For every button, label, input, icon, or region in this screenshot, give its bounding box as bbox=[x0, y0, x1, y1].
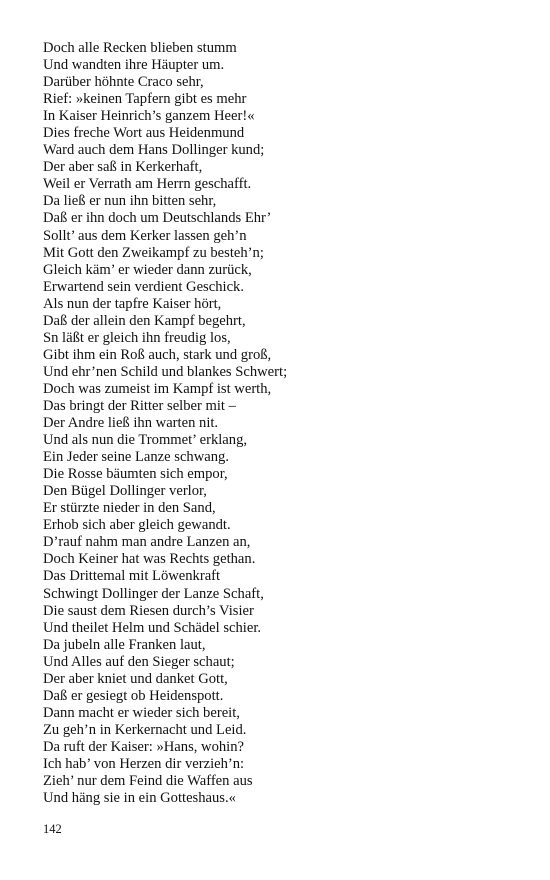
poem-line: Ward auch dem Hans Dollinger kund; bbox=[43, 142, 265, 159]
poem-line: Ich hab’ von Herzen dir verzieh’n: bbox=[43, 755, 245, 772]
poem-line: Da ruft der Kaiser: »Hans, wohin? bbox=[43, 738, 245, 755]
poem-line: Den Bügel Dollinger verlor, bbox=[43, 483, 207, 500]
poem-line: Daß er gesiegt ob Heidenspott. bbox=[43, 687, 224, 704]
poem-line: Das Drittemal mit Löwenkraft bbox=[43, 568, 221, 585]
poem-line: Weil er Verrath am Herrn geschafft. bbox=[43, 176, 252, 193]
poem-line: Die saust dem Riesen durch’s Visier bbox=[43, 602, 254, 619]
poem-line: Doch was zumeist im Kampf ist werth, bbox=[43, 380, 272, 397]
poem-line: Dies freche Wort aus Heidenmund bbox=[43, 125, 245, 142]
page-number: 142 bbox=[43, 822, 62, 836]
poem-line: Und wandten ihre Häupter um. bbox=[43, 57, 225, 74]
poem-line: Mit Gott den Zweikampf zu besteh’n; bbox=[43, 244, 264, 261]
poem-line: Erhob sich aber gleich gewandt. bbox=[43, 517, 231, 534]
poem-line: Und häng sie in ein Gotteshaus.« bbox=[43, 790, 236, 807]
poem-text bbox=[43, 40, 287, 807]
poem-line: Das bringt der Ritter selber mit – bbox=[43, 397, 236, 414]
poem-line: Und als nun die Trommet’ erklang, bbox=[43, 432, 248, 449]
poem-line: Erwartend sein verdient Geschick. bbox=[43, 278, 244, 295]
poem-line: Der aber kniet und danket Gott, bbox=[43, 670, 228, 687]
poem-line: Der Andre ließ ihn warten nit. bbox=[43, 415, 219, 432]
poem-line: Da ließ er nun ihn bitten sehr, bbox=[43, 193, 217, 210]
poem-line: Ein Jeder seine Lanze schwang. bbox=[43, 449, 229, 466]
poem-line: Dann macht er wieder sich bereit, bbox=[43, 704, 240, 721]
poem-line: Da jubeln alle Franken laut, bbox=[43, 636, 206, 653]
poem-line: Schwingt Dollinger der Lanze Schaft, bbox=[43, 585, 264, 602]
poem-line: Gleich käm’ er wieder dann zurück, bbox=[43, 261, 252, 278]
poem-line: Rief: »keinen Tapfern gibt es mehr bbox=[43, 91, 247, 108]
poem-line: Doch Keiner hat was Rechts gethan. bbox=[43, 551, 256, 568]
poem-line: Die Rosse bäumten sich empor, bbox=[43, 466, 228, 483]
poem-line: Und ehr’nen Schild und blankes Schwert; bbox=[43, 363, 288, 380]
poem-line: Daß der allein den Kampf begehrt, bbox=[43, 312, 246, 329]
poem-line: Gibt ihm ein Roß auch, stark und groß, bbox=[43, 346, 272, 363]
poem-line: D’rauf nahm man andre Lanzen an, bbox=[43, 534, 251, 551]
poem-line: Sn läßt er gleich ihn freudig los, bbox=[43, 329, 231, 346]
poem-line: Und theilet Helm und Schädel schier. bbox=[43, 619, 262, 636]
poem-line: Der aber saß in Kerkerhaft, bbox=[43, 159, 203, 176]
poem-line: Darüber höhnte Craco sehr, bbox=[43, 74, 204, 91]
poem-line: Daß er ihn doch um Deutschlands Ehr’ bbox=[43, 210, 272, 227]
poem-line: Doch alle Recken blieben stumm bbox=[43, 40, 237, 56]
poem-line: Als nun der tapfre Kaiser hört, bbox=[43, 295, 222, 312]
poem-line: Zieh’ nur dem Feind die Waffen aus bbox=[43, 773, 253, 790]
poem-line: Sollt’ aus dem Kerker lassen geh’n bbox=[43, 227, 247, 244]
poem-line: Und Alles auf den Sieger schaut; bbox=[43, 653, 235, 670]
poem-line: Zu geh’n in Kerkernacht und Leid. bbox=[43, 721, 247, 738]
poem-line: Er stürzte nieder in den Sand, bbox=[43, 500, 216, 517]
poem-line: In Kaiser Heinrich’s ganzem Heer!« bbox=[43, 108, 255, 125]
